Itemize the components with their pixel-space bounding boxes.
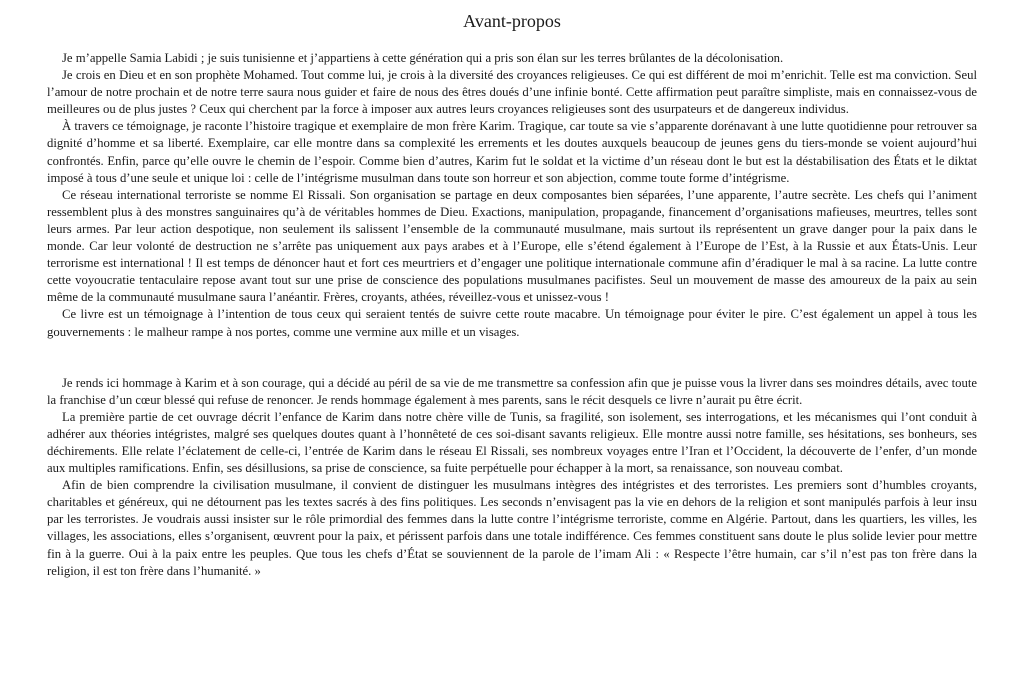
page-title: Avant-propos <box>463 11 561 31</box>
paragraph: La première partie de cet ouvrage décrit l’enfance de Karim dans notre chère ville de Tunis, sa fragilité, son isolement, ses interrogations, et les mécanismes qui l’ont conduit à adhérer aux théories intégristes, malgré ses quelques doutes quant à l’honnêteté de ces soi-disant savants religieux. Elle montre aussi notre famille, ses hésitations, ses bonheurs, ses déchirements. Elle relate l’éclatement de celle-ci, l’entrée de Karim dans le réseau El Rissali, ses nombreux voyages entre l’Iran et l’Occident, la découverte de l’enfer, d’un monde aux multiples ramifications. Enfin, ses désillusions, sa prise de conscience, sa fuite perpétuelle pour échapper à la mort, sa renaissance, son nouveau combat. <box>47 409 977 476</box>
paragraph: Afin de bien comprendre la civilisation musulmane, il convient de distinguer les musulmans intègres des intégristes et des terroristes. Les premiers sont d’humbles croyants, charitables et généreux, qui ne détournent pas les textes sacrés à des fins politiques. Les seconds n’envisagent pas la vie en dehors de la religion et sont manipulés parfois à leur insu par les terroristes. Je voudrais aussi insister sur le rôle primordial des femmes dans la lutte contre l’intégrisme terroriste, comme en Algérie. Partout, dans les quartiers, les villes, les villages, les associations, elles s’organisent, œuvrent pour la paix, et périssent parfois dans une totale indifférence. Ces femmes constituent sans doute le plus solide levier pour mettre fin à la guerre. Oui à la paix entre les peuples. Que tous les chefs d’État se souviennent de la parole de l’imam Ali : « Respecte l’être humain, car s’il n’est pas ton frère dans la religion, il est ton frère dans l’humanité. » <box>47 478 977 578</box>
paragraph: Ce livre est un témoignage à l’intention de tous ceux qui seraient tentés de suivre cette route macabre. Un témoignage pour éviter le pire. C’est également un appel à tous les gouvernements : le malheur rampe à nos portes, comme une vermine aux mille et un visages. <box>47 307 977 339</box>
paragraph: Je crois en Dieu et en son prophète Mohamed. Tout comme lui, je crois à la diversité des croyances religieuses. Ce qui est différent de moi m’enrichit. Telle est ma conviction. Seul l’amour de notre prochain et de notre terre saura nous guider et faire de nous des êtres doués d’une infinie bonté. Cette affirmation peut paraître simpliste, mais en connaissez-vous de meilleures ou de plus justes ? Ceux qui cherchent par la force à imposer aux autres leurs croyances religieuses sont des usurpateurs et de dangereux individus. <box>47 68 977 117</box>
section-gap <box>47 341 977 375</box>
paragraph: Je m’appelle Samia Labidi ; je suis tunisienne et j’appartiens à cette génération qui a pris son élan sur les terres brûlantes de la décolonisation. <box>62 51 784 65</box>
document-page <box>47 0 977 580</box>
paragraph: Je rends ici hommage à Karim et à son courage, qui a décidé au péril de sa vie de me transmettre sa confession afin que je puisse vous la livrer dans ses moindres détails, avec toute la franchise d’un cœur blessé qui refuse de renoncer. Je rends hommage également à mes parents, sans le récit desquels ce livre n’aurait pu être écrit. <box>47 375 977 407</box>
paragraph: Ce réseau international terroriste se nomme El Rissali. Son organisation se partage en deux composantes bien séparées, l’une apparente, l’autre secrète. Les chefs qui l’animent ressemblent plus à des monstres sanguinaires qu’à de véritables hommes de Dieu. Exactions, manipulation, propagande, financement d’organisations mafieuses, meurtres, telles sont leurs armes. Par leur action despotique, non seulement ils salissent l’ensemble de la communauté musulmane, mais surtout ils représentent un grave danger pour la paix dans le monde. Car leur volonté de destruction ne s’arrête pas uniquement aux pays arabes et à l’Europe, elle s’étend également à l’Europe de l’Est, à la Russie et aux États-Unis. Leur terrorisme est international ! Il est temps de dénoncer haut et fort ces meurtriers et d’engager une politique internationale commune afin d’éradiquer le mal à sa racine. La lutte contre cette voyoucratie tentaculaire repose avant tout sur une prise de conscience des populations musulmanes pacifistes. Seul un mouvement de masse des amoureux de la paix au sein même de la communauté musulmane saura l’anéantir. Frères, croyants, athées, réveillez-vous et unissez-vous ! <box>47 187 977 305</box>
paragraph: À travers ce témoignage, je raconte l’histoire tragique et exemplaire de mon frère Karim. Tragique, car toute sa vie s’apparente dorénavant à une lutte quotidienne pour retrouver sa dignité d’homme et sa liberté. Exemplaire, car elle montre dans sa complexité les errements et les doutes auxquels beaucoup de jeunes gens du tiers-monde se voient aujourd’hui confrontés. Enfin, parce qu’elle ouvre le chemin de l’espoir. Comme bien d’autres, Karim fut le soldat et la victime d’un réseau dont le but est la déstabilisation des États et le diktat imposé à tous d’une seule et unique loi : celle de l’intégrisme musulman dans toute son horreur et son abjection, comme toute forme d’intégrisme. <box>47 119 977 185</box>
